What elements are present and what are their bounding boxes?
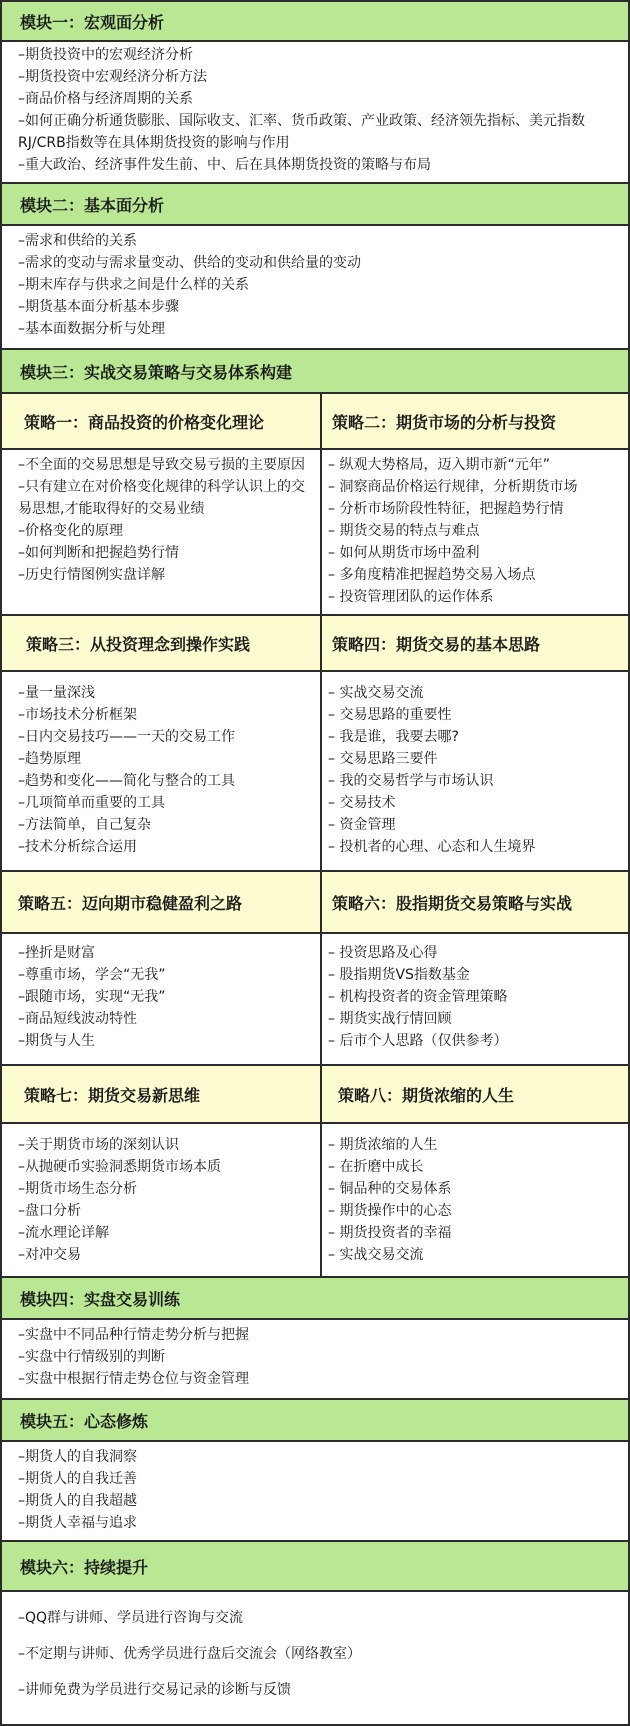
list-item: –期货与人生 bbox=[18, 1033, 95, 1049]
divider bbox=[2, 670, 628, 672]
list-item: – 资金管理 bbox=[328, 817, 396, 833]
module3-header bbox=[2, 350, 628, 392]
module2-title: 模块二：基本面分析 bbox=[20, 195, 165, 215]
list-item: – 期货实战行情回顾 bbox=[328, 1011, 452, 1027]
list-item: –价格变化的原理 bbox=[18, 523, 123, 539]
list-item: –重大政治、经济事件发生前、中、后在具体期货投资的策略与布局 bbox=[18, 157, 431, 173]
strategy1-list bbox=[18, 454, 316, 586]
list-item: –期货人的自我迁善 bbox=[18, 1471, 137, 1487]
strategy1-title: 策略一：商品投资的价格变化理论 bbox=[24, 412, 265, 432]
list-item: –跟随市场，实现“无我” bbox=[18, 989, 166, 1005]
list-item: –市场技术分析框架 bbox=[18, 707, 137, 723]
list-item: –量一量深浅 bbox=[18, 685, 95, 701]
module4-header bbox=[2, 1278, 628, 1318]
list-item: –从抛硬币实验洞悉期货市场本质 bbox=[18, 1159, 221, 1175]
list-item: –需求和供给的关系 bbox=[18, 233, 137, 249]
module6-list bbox=[18, 1600, 618, 1708]
strategy7-title: 策略七：期货交易新思维 bbox=[24, 1085, 201, 1105]
strategy2-list bbox=[328, 454, 624, 608]
list-item: – 投机者的心理、心态和人生境界 bbox=[328, 839, 536, 855]
strategy4-header bbox=[322, 616, 628, 670]
strategy3-list bbox=[18, 682, 316, 858]
divider bbox=[2, 224, 628, 226]
strategy1-header bbox=[2, 394, 320, 448]
list-item: –期货基本面分析基本步骤 bbox=[18, 299, 179, 315]
module5-list bbox=[18, 1446, 618, 1534]
list-item: –期货投资中的宏观经济分析 bbox=[18, 47, 193, 63]
list-item: – 交易思路三要件 bbox=[328, 751, 438, 767]
strategy3-title: 策略三：从投资理念到操作实践 bbox=[26, 634, 251, 654]
list-item: – 期货操作中的心态 bbox=[328, 1203, 452, 1219]
list-item: – 纵观大势格局，迈入期市新“元年” bbox=[328, 457, 550, 473]
list-item: –QQ群与讲师、学员进行咨询与交流 bbox=[18, 1610, 244, 1626]
list-item: – 铜品种的交易体系 bbox=[328, 1181, 452, 1197]
list-item: –日内交易技巧——一天的交易工作 bbox=[18, 729, 235, 745]
list-item: – 我的交易哲学与市场认识 bbox=[328, 773, 494, 789]
list-item: –如何正确分析通货膨胀、国际收支、汇率、货币政策、产业政策、经济领先指标、美元指数 bbox=[18, 113, 585, 129]
divider bbox=[2, 1122, 628, 1124]
strategy3-header bbox=[2, 616, 320, 670]
module4-title: 模块四：实盘交易训练 bbox=[20, 1289, 181, 1309]
strategy8-list bbox=[328, 1134, 624, 1266]
list-item: –不全面的交易思想是导致交易亏损的主要原因 bbox=[18, 457, 305, 473]
module2-header bbox=[2, 184, 628, 224]
list-item: –商品价格与经济周期的关系 bbox=[18, 91, 193, 107]
module5-header bbox=[2, 1400, 628, 1440]
list-item: –不定期与讲师、优秀学员进行盘后交流会（网络教室） bbox=[18, 1646, 361, 1662]
module3-title: 模块三：实战交易策略与交易体系构建 bbox=[20, 362, 293, 382]
module1-title: 模块一：宏观面分析 bbox=[20, 12, 165, 32]
strategy8-title: 策略八：期货浓缩的人生 bbox=[338, 1085, 515, 1105]
list-item: –方法简单，自己复杂 bbox=[18, 817, 151, 833]
module4-list bbox=[18, 1324, 618, 1390]
list-item: – 交易技术 bbox=[328, 795, 396, 811]
strategy4-list bbox=[328, 682, 624, 858]
strategy7-list bbox=[18, 1134, 316, 1266]
module1-list bbox=[18, 44, 618, 176]
module2-list bbox=[18, 230, 618, 340]
list-item: –对冲交易 bbox=[18, 1247, 81, 1263]
list-item: –讲师免费为学员进行交易记录的诊断与反馈 bbox=[18, 1682, 291, 1698]
list-item: – 交易思路的重要性 bbox=[328, 707, 452, 723]
strategy6-header bbox=[322, 872, 628, 932]
list-item: –实盘中不同品种行情走势分析与把握 bbox=[18, 1327, 249, 1343]
divider bbox=[2, 1440, 628, 1442]
list-item: – 实战交易交流 bbox=[328, 1247, 424, 1263]
list-item: –几项简单而重要的工具 bbox=[18, 795, 165, 811]
list-item: –趋势原理 bbox=[18, 751, 81, 767]
list-item: –期末库存与供求之间是什么样的关系 bbox=[18, 277, 249, 293]
list-item: –只有建立在对价格变化规律的科学认识上的交 bbox=[18, 479, 305, 495]
list-item: – 期货交易的特点与难点 bbox=[328, 523, 480, 539]
column-divider bbox=[320, 392, 322, 1276]
list-item: – 投资思路及心得 bbox=[328, 945, 438, 961]
strategy5-title: 策略五：迈向期市稳健盈利之路 bbox=[18, 893, 243, 913]
strategy8-header bbox=[322, 1066, 628, 1122]
list-item: –趋势和变化——简化与整合的工具 bbox=[18, 773, 235, 789]
list-item: – 如何从期货市场中盈利 bbox=[328, 545, 480, 561]
list-item: –流水理论详解 bbox=[18, 1225, 109, 1241]
list-item: –基本面数据分析与处理 bbox=[18, 321, 165, 337]
strategy5-header bbox=[2, 872, 320, 932]
strategy4-title: 策略四：期货交易的基本思路 bbox=[332, 634, 541, 654]
list-item: – 期货投资者的幸福 bbox=[328, 1225, 452, 1241]
list-item: 易思想,才能取得好的交易业绩 bbox=[18, 501, 205, 517]
module6-title: 模块六：持续提升 bbox=[20, 1557, 149, 1577]
list-item: – 洞察商品价格运行规律，分析期货市场 bbox=[328, 479, 578, 495]
strategy7-header bbox=[2, 1066, 320, 1122]
divider bbox=[2, 40, 628, 42]
list-item: –商品短线波动特性 bbox=[18, 1011, 137, 1027]
divider bbox=[2, 1318, 628, 1320]
list-item: –技术分析综合运用 bbox=[18, 839, 137, 855]
list-item: – 后市个人思路（仅供参考） bbox=[328, 1033, 508, 1049]
list-item: – 分析市场阶段性特征，把握趋势行情 bbox=[328, 501, 564, 517]
list-item: –期货人的自我洞察 bbox=[18, 1449, 137, 1465]
list-item: –尊重市场，学会“无我” bbox=[18, 967, 166, 983]
list-item: –需求的变动与需求量变动、供给的变动和供给量的变动 bbox=[18, 255, 361, 271]
divider bbox=[2, 1590, 628, 1592]
list-item: – 期货浓缩的人生 bbox=[328, 1137, 438, 1153]
strategy6-list bbox=[328, 942, 624, 1052]
list-item: –实盘中根据行情走势仓位与资金管理 bbox=[18, 1371, 249, 1387]
list-item: –盘口分析 bbox=[18, 1203, 81, 1219]
list-item: –期货人幸福与追求 bbox=[18, 1515, 137, 1531]
list-item: – 投资管理团队的运作体系 bbox=[328, 589, 494, 605]
strategy6-title: 策略六：股指期货交易策略与实战 bbox=[332, 893, 573, 913]
module6-header bbox=[2, 1542, 628, 1590]
list-item: –关于期货市场的深刻认识 bbox=[18, 1137, 179, 1153]
strategy2-header bbox=[322, 394, 628, 448]
list-item: RJ/CRB指数等在具体期货投资的影响与作用 bbox=[18, 135, 290, 151]
list-item: –期货人的自我超越 bbox=[18, 1493, 137, 1509]
list-item: –挫折是财富 bbox=[18, 945, 95, 961]
list-item: –实盘中行情级别的判断 bbox=[18, 1349, 165, 1365]
list-item: –历史行情图例实盘详解 bbox=[18, 567, 165, 583]
module1-header bbox=[2, 2, 628, 40]
divider bbox=[2, 448, 628, 450]
strategy2-title: 策略二：期货市场的分析与投资 bbox=[332, 412, 557, 432]
module5-title: 模块五：心态修炼 bbox=[20, 1411, 149, 1431]
list-item: – 在折磨中成长 bbox=[328, 1159, 424, 1175]
list-item: – 股指期货VS指数基金 bbox=[328, 967, 470, 983]
list-item: – 我是谁，我要去哪? bbox=[328, 729, 459, 745]
divider bbox=[2, 932, 628, 934]
list-item: – 机构投资者的资金管理策略 bbox=[328, 989, 508, 1005]
list-item: – 多角度精准把握趋势交易入场点 bbox=[328, 567, 536, 583]
list-item: –期货投资中宏观经济分析方法 bbox=[18, 69, 207, 85]
list-item: –如何判断和把握趋势行情 bbox=[18, 545, 179, 561]
list-item: – 实战交易交流 bbox=[328, 685, 424, 701]
list-item: –期货市场生态分析 bbox=[18, 1181, 137, 1197]
strategy5-list bbox=[18, 942, 316, 1052]
